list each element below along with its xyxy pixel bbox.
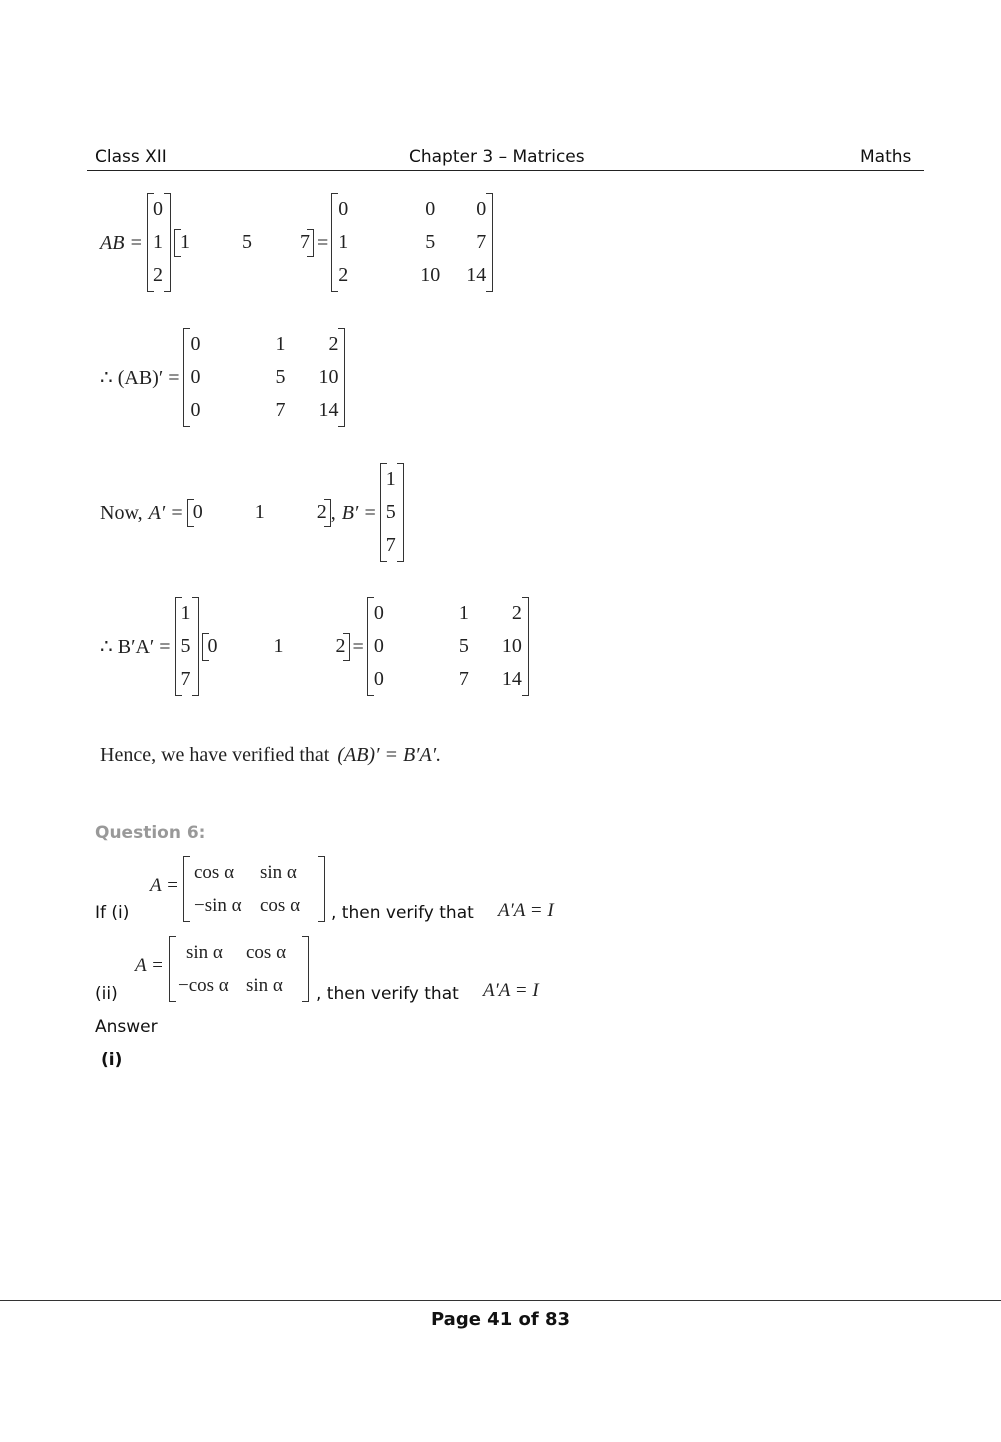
part-ii-lhs: A =: [135, 955, 164, 976]
equation-transposes: Now, A′ = 0 1 2 , B′ = 1 5 7: [100, 463, 404, 562]
eq1-col-vector: 0 1 2: [147, 193, 171, 292]
page-number: Page 41 of 83: [430, 1309, 571, 1330]
part-ii-formula: A′A = I: [483, 980, 539, 1001]
question-title: Question 6:: [95, 823, 206, 843]
part-i-matrix: cos α sin α −sin α cos α: [183, 856, 325, 922]
part-ii-suffix: , then verify that: [316, 984, 459, 1004]
part-ii-matrix: sin α cos α −cos α sin α: [169, 936, 309, 1002]
part-i-prefix: If (i): [95, 903, 130, 923]
header-divider: [87, 170, 924, 171]
part-ii-prefix: (ii): [95, 984, 118, 1004]
eq2-result-matrix: 0 1 2 0 5 10 0 7 14: [183, 328, 345, 427]
eq1-result-matrix: 0 0 0 1 5 7 2 10 14: [331, 193, 493, 292]
eq4-result-matrix: 0 1 2 0 5 10 0 7 14: [367, 597, 529, 696]
eq4-col-vector: 1 5 7: [175, 597, 199, 696]
part-i-formula: A′A = I: [498, 900, 554, 921]
answer-part-label: (i): [101, 1050, 123, 1070]
conclusion-line: Hence, we have verified that (AB)′ = B′A′.: [100, 744, 442, 766]
eq1-row-vector: 1 5 7: [174, 229, 314, 257]
a-prime-row-vector: 0 1 2: [187, 499, 331, 527]
header-subject: Maths: [860, 147, 912, 167]
header-chapter: Chapter 3 – Matrices: [409, 147, 585, 167]
equation-b-prime-a-prime: ∴ B′A′ = 1 5 7 0 1 2 = 0 1 2 0 5 10 0 7 14: [100, 597, 529, 696]
equation-ab-transpose: [100, 328, 345, 427]
answer-label: Answer: [95, 1017, 158, 1037]
eq4-row-vector: 0 1 2: [202, 633, 350, 661]
eq2-lhs: ∴ (AB)′ =: [100, 366, 180, 389]
eq1-lhs: AB =: [100, 231, 143, 254]
part-i-suffix: , then verify that: [331, 903, 474, 923]
header-class: Class XII: [95, 147, 167, 167]
footer-divider: [0, 1300, 1001, 1301]
conclusion-formula: (AB)′ = B′A′.: [337, 744, 442, 766]
equation-ab: AB = 0 1 2 1 5 7 = 0 0 0 1 5 7 2 10 14: [100, 193, 493, 292]
part-i-lhs: A =: [150, 875, 179, 896]
b-prime-col-vector: 1 5 7: [380, 463, 404, 562]
